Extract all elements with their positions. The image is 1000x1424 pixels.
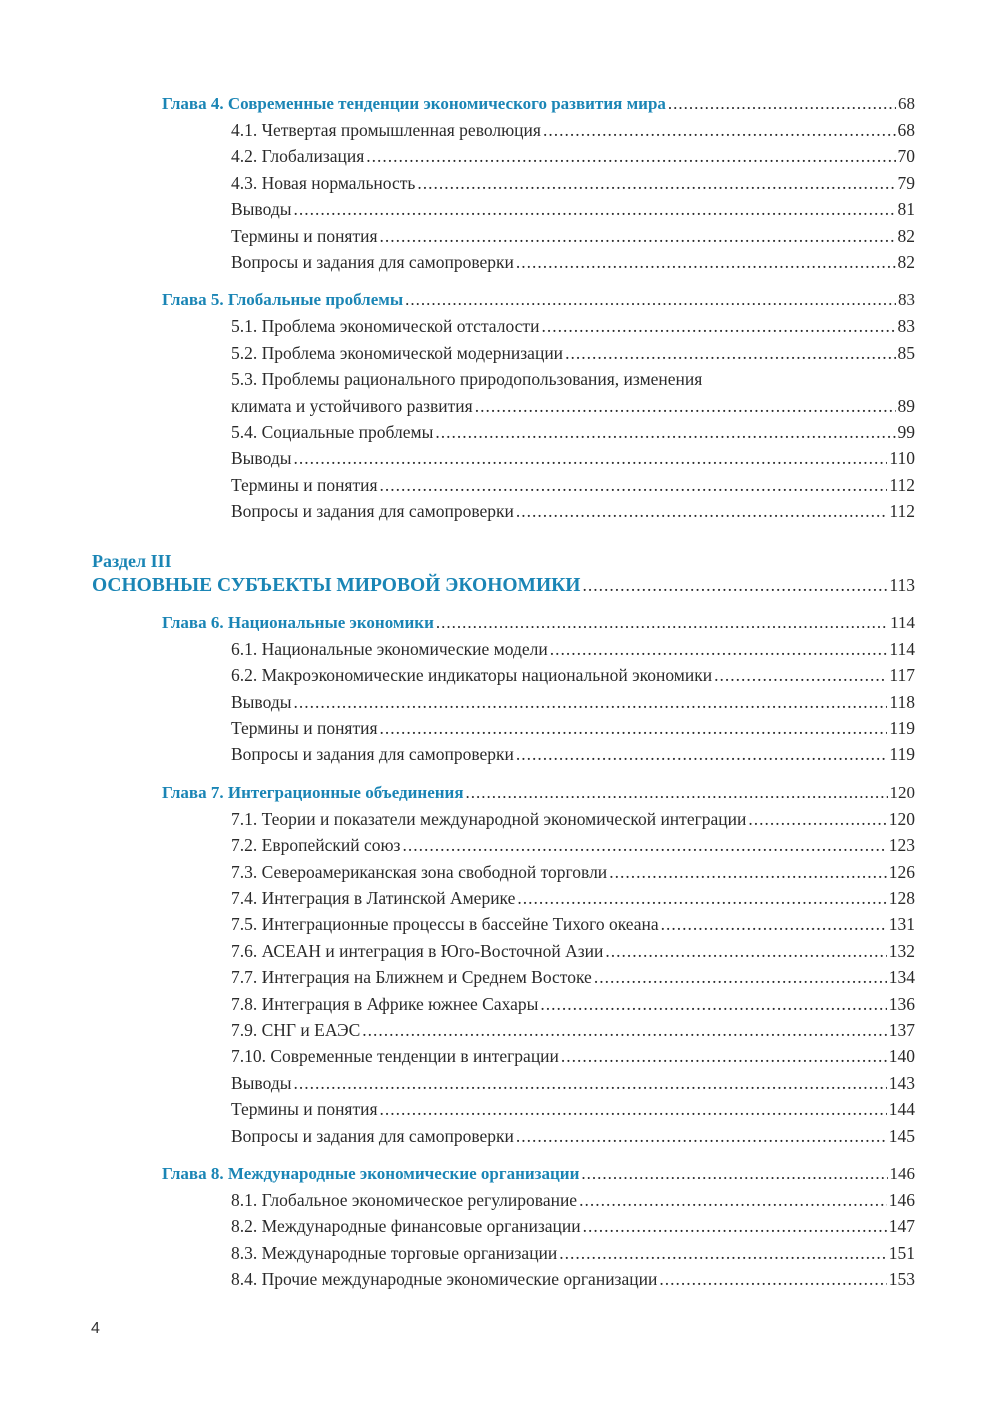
toc-entry[interactable]	[92, 393, 915, 419]
toc-entry[interactable]	[92, 991, 915, 1017]
toc-entry-title: Выводы	[231, 691, 292, 712]
dot-leader	[605, 938, 886, 964]
toc-entry-title: Термины и понятия	[231, 225, 378, 246]
dot-leader	[659, 1266, 886, 1292]
toc-entry-title: 4.3. Новая нормальность	[231, 172, 416, 193]
dot-leader	[466, 780, 888, 806]
toc-entry-title: 5.1. Проблема экономической отсталости	[231, 316, 540, 337]
toc-entry-page: 99	[897, 422, 915, 443]
dot-leader	[714, 662, 887, 688]
toc-entry-page: 110	[889, 448, 915, 469]
toc-entry-title: Термины и понятия	[231, 717, 378, 738]
toc-entry-title: 7.9. СНГ и ЕАЭС	[231, 1019, 361, 1040]
chapter-entry[interactable]	[92, 610, 915, 636]
dot-leader	[583, 1213, 887, 1239]
toc-entry[interactable]	[92, 636, 915, 662]
toc-entry[interactable]	[92, 196, 915, 222]
dot-leader	[609, 859, 887, 885]
toc-entry[interactable]	[92, 885, 915, 911]
toc-entry-page: 146	[888, 1190, 915, 1210]
toc-entry-page: 79	[897, 172, 915, 193]
toc-entry-page: 114	[889, 638, 915, 659]
toc-entry-title: Вопросы и задания для самопроверки	[231, 1125, 514, 1146]
toc-entry-title: 7.5. Интеграционные процессы в бассейне Тихого океана	[231, 914, 659, 935]
toc-entry-page: 119	[889, 744, 915, 765]
toc-entry-page: 128	[888, 887, 915, 908]
toc-entry[interactable]	[92, 117, 915, 143]
toc-entry-page: 82	[897, 252, 915, 273]
section-entry[interactable]	[92, 573, 915, 598]
toc-entry-page: 145	[888, 1125, 915, 1146]
toc-entry-title: Выводы	[231, 448, 292, 469]
toc-entry-page: 123	[888, 835, 915, 856]
toc-entry-title: 7.2. Европейский союз	[231, 835, 401, 856]
toc-entry[interactable]	[92, 938, 915, 964]
dot-leader	[402, 832, 886, 858]
chapter-entry-title: Глава 6. Национальные экономики	[162, 612, 434, 632]
chapter-entry-page: 146	[889, 1164, 915, 1183]
toc-entry[interactable]	[92, 689, 915, 715]
chapter-entry[interactable]	[92, 1161, 915, 1187]
toc-entry-page: 112	[889, 501, 915, 522]
toc-entry-page: 117	[889, 665, 915, 686]
dot-leader	[541, 313, 895, 339]
toc-entry-title: Термины и понятия	[231, 474, 378, 495]
toc-entry-page: 89	[897, 395, 915, 416]
dot-leader	[436, 610, 888, 636]
toc-entry-page: 112	[889, 474, 915, 495]
toc-entry[interactable]	[92, 498, 915, 524]
toc-entry-title: Термины и понятия	[231, 1099, 378, 1120]
dot-leader	[516, 741, 887, 767]
toc-entry[interactable]	[92, 662, 915, 688]
dot-leader	[661, 911, 887, 937]
toc-entry-page: 126	[888, 861, 915, 882]
toc-entry[interactable]	[92, 1187, 915, 1213]
toc-entry-page: 131	[888, 914, 915, 935]
toc-entry[interactable]	[92, 859, 915, 885]
toc-entry-page: 137	[888, 1019, 915, 1040]
toc-entry-page: 132	[888, 940, 915, 961]
chapter-entry-page: 68	[898, 94, 915, 113]
dot-leader	[293, 1070, 886, 1096]
toc-entry-page: 143	[888, 1072, 915, 1093]
dot-leader	[668, 91, 896, 117]
toc-entry[interactable]	[92, 1123, 915, 1149]
dot-leader	[366, 143, 895, 169]
toc-entry[interactable]	[92, 1070, 915, 1096]
chapter-entry-title: Глава 7. Интеграционные объединения	[162, 782, 464, 802]
toc-entry-title: 5.4. Социальные проблемы	[231, 422, 434, 443]
toc-entry-title: 8.3. Международные торговые организации	[231, 1242, 558, 1263]
dot-leader	[475, 393, 896, 419]
toc-entry[interactable]	[92, 832, 915, 858]
toc-entry-page: 153	[888, 1269, 915, 1290]
dot-leader	[516, 498, 887, 524]
toc-entry-title: 8.4. Прочие международные экономические организации	[231, 1269, 658, 1290]
toc-entry-title: 8.1. Глобальное экономическое регулирование	[231, 1190, 578, 1210]
dot-leader	[293, 196, 895, 222]
toc-entry-title: 7.3. Североамериканская зона свободной торговли	[231, 861, 608, 882]
toc-entry-line1[interactable]: 5.3. Проблемы рационального природопользования, изменения	[231, 369, 703, 390]
toc-entry-page: 81	[897, 199, 915, 220]
chapter-entry-title: Глава 5. Глобальные проблемы	[162, 290, 404, 310]
chapter-entry-page: 114	[890, 612, 915, 632]
toc-entry-title: 6.2. Макроэкономические индикаторы национальной экономики	[231, 665, 713, 686]
dot-leader	[405, 287, 896, 313]
chapter-entry-page: 120	[889, 782, 915, 802]
toc-entry[interactable]	[92, 741, 915, 767]
toc-entry-page: 85	[897, 342, 915, 363]
toc-entry-page: 134	[888, 967, 915, 988]
dot-leader	[516, 1123, 887, 1149]
page-number: 4	[91, 1320, 100, 1337]
dot-leader	[362, 1017, 886, 1043]
toc-entry-title: Выводы	[231, 1072, 292, 1093]
dot-leader	[380, 472, 888, 498]
toc-entry[interactable]	[92, 340, 915, 366]
dot-leader	[380, 715, 888, 741]
dot-leader	[565, 340, 895, 366]
chapter-entry[interactable]	[92, 91, 915, 117]
toc-entry[interactable]	[92, 1017, 915, 1043]
toc-entry[interactable]	[92, 249, 915, 275]
dot-leader	[293, 445, 887, 471]
chapter-entry-page: 83	[898, 290, 915, 310]
toc-entry[interactable]	[92, 964, 915, 990]
table-of-contents	[92, 91, 915, 1293]
toc-entry[interactable]	[92, 1240, 915, 1266]
dot-leader	[380, 223, 896, 249]
toc-entry-page: 82	[897, 225, 915, 246]
chapter-entry[interactable]	[92, 287, 915, 313]
toc-entry[interactable]	[92, 1266, 915, 1292]
dot-leader	[559, 1240, 886, 1266]
dot-leader	[579, 1187, 887, 1213]
toc-entry-title: Вопросы и задания для самопроверки	[231, 252, 514, 273]
dot-leader	[516, 249, 896, 275]
toc-entry-title: 5.2. Проблема экономической модернизации	[231, 342, 564, 363]
section-entry-page: 113	[889, 574, 915, 595]
toc-entry-title: 7.8. Интеграция в Африке южнее Сахары	[231, 993, 539, 1014]
toc-entry[interactable]	[92, 419, 915, 445]
dot-leader	[517, 885, 886, 911]
dot-leader	[543, 117, 896, 143]
dot-leader	[561, 1043, 887, 1069]
toc-entry[interactable]	[92, 715, 915, 741]
toc-entry-page: 70	[897, 146, 915, 167]
toc-entry-title: Вопросы и задания для самопроверки	[231, 744, 514, 765]
toc-entry[interactable]	[92, 445, 915, 471]
toc-entry-title: климата и устойчивого развития	[231, 395, 473, 416]
toc-entry[interactable]	[92, 1096, 915, 1122]
dot-leader	[435, 419, 895, 445]
toc-entry-page: 68	[897, 120, 915, 140]
toc-entry-page: 144	[888, 1099, 915, 1120]
toc-entry-title: 7.1. Теории и показатели международной экономической интеграции	[231, 808, 747, 829]
toc-entry[interactable]	[92, 806, 915, 832]
toc-entry-page: 119	[889, 717, 915, 738]
section-entry-title: ОСНОВНЫЕ СУБЪЕКТЫ МИРОВОЙ ЭКОНОМИКИ	[92, 574, 581, 596]
toc-entry[interactable]	[92, 223, 915, 249]
toc-entry-title: 7.10. Современные тенденции в интеграции	[231, 1046, 559, 1067]
toc-entry-page: 147	[888, 1216, 915, 1237]
chapter-entry-title: Глава 4. Современные тенденции экономического развития мира	[162, 94, 666, 113]
toc-entry[interactable]	[92, 911, 915, 937]
toc-entry-page: 140	[888, 1046, 915, 1067]
chapter-entry-title: Глава 8. Международные экономические организации	[162, 1164, 580, 1183]
toc-entry[interactable]	[92, 1213, 915, 1239]
toc-entry-page: 151	[888, 1242, 915, 1263]
toc-entry-page: 120	[888, 808, 915, 829]
dot-leader	[582, 573, 887, 597]
dot-leader	[581, 1161, 887, 1187]
toc-entry[interactable]	[92, 1043, 915, 1069]
toc-entry-title: 6.1. Национальные экономические модели	[231, 638, 548, 659]
dot-leader	[748, 806, 886, 832]
toc-entry-page: 136	[888, 993, 915, 1014]
section-label: Раздел III	[92, 550, 172, 571]
toc-entry[interactable]	[92, 170, 915, 196]
toc-entry-title: 7.6. АСЕАН и интеграция в Юго-Восточной Азии	[231, 940, 604, 961]
dot-leader	[540, 991, 886, 1017]
dot-leader	[594, 964, 887, 990]
toc-entry[interactable]	[92, 472, 915, 498]
toc-entry-page: 118	[889, 691, 915, 712]
toc-entry-title: Вопросы и задания для самопроверки	[231, 501, 514, 522]
toc-entry-title: 8.2. Международные финансовые организации	[231, 1216, 581, 1237]
dot-leader	[293, 689, 887, 715]
chapter-entry[interactable]	[92, 780, 915, 806]
toc-entry[interactable]	[92, 313, 915, 339]
dot-leader	[380, 1096, 887, 1122]
toc-entry-title: Выводы	[231, 199, 292, 220]
toc-entry-title: 4.2. Глобализация	[231, 146, 365, 167]
toc-entry-title: 4.1. Четвертая промышленная революция	[231, 120, 541, 140]
toc-entry[interactable]	[92, 143, 915, 169]
dot-leader	[550, 636, 888, 662]
dot-leader	[417, 170, 895, 196]
toc-entry-title: 7.4. Интеграция в Латинской Америке	[231, 887, 516, 908]
toc-entry-page: 83	[897, 316, 915, 337]
toc-entry-title: 7.7. Интеграция на Ближнем и Среднем Востоке	[231, 967, 592, 988]
